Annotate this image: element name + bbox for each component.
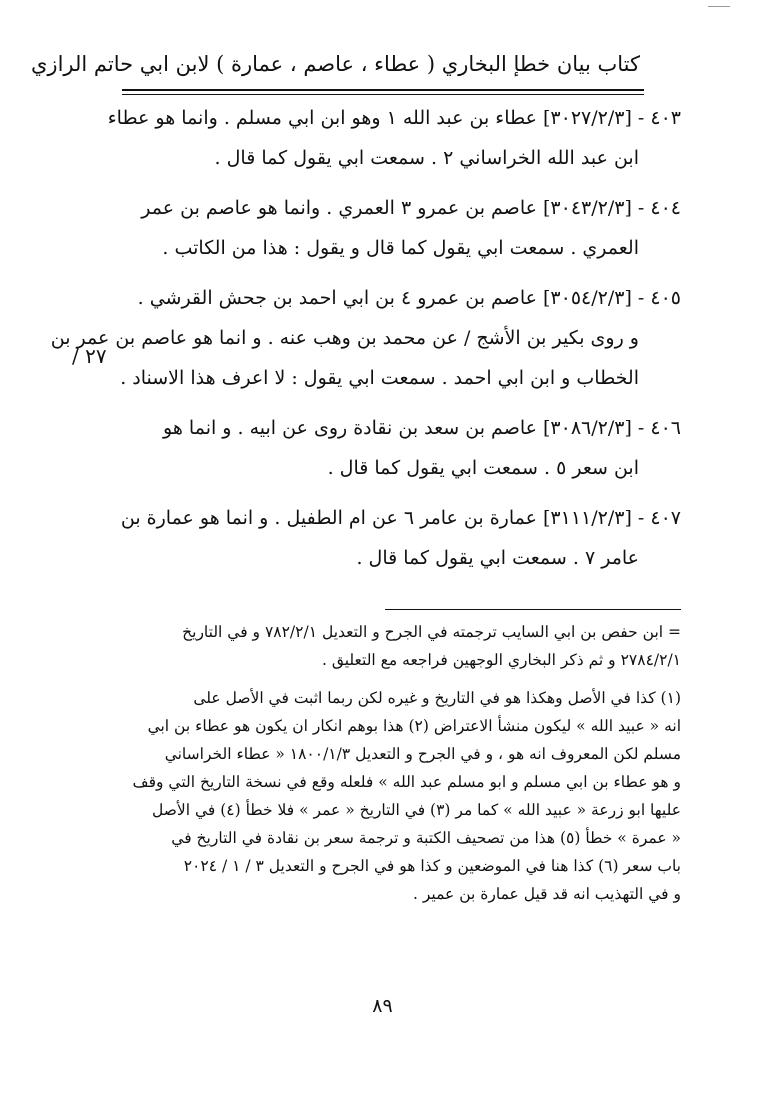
entries-list <box>50 98 681 588</box>
entry-line: ابن عبد الله الخراساني ٢ . سمعت ابي يقول كما قال . <box>214 147 639 169</box>
entry-line: ٤٠٤ - [٣٠٤٣/٢/٣] عاصم بن عمرو ٣ العمري . وانما هو عاصم بن عمر <box>141 197 681 219</box>
entry-line: عامر ٧ . سمعت ابي يقول كما قال . <box>356 547 639 569</box>
footnote-line: (١) كذا في الأصل وهكذا هو في التاريخ و غيره لكن ربما اثبت في الأصل على <box>193 689 681 707</box>
entry-line: ٤٠٦ - [٣٠٨٦/٢/٣] عاصم بن سعد بن نقادة روى عن ابيه . و انما هو <box>163 417 681 439</box>
footnote-line: و في التهذيب انه قد قيل عمارة بن عمير . <box>413 885 681 903</box>
corner-scan-mark <box>708 6 730 7</box>
footnotes-block <box>119 618 681 908</box>
footnote-separator <box>385 609 681 610</box>
entry-line: ٤٠٧ - [٣١١١/٢/٣] عمارة بن عامر ٦ عن ام الطفيل . و انما هو عمارة بن <box>120 507 681 529</box>
entry-line: ٤٠٣ - [٣٠٢٧/٢/٣] عطاء بن عبد الله ١ وهو ابن ابي مسلم . وانما هو عطاء <box>107 107 681 129</box>
running-header-title: كتاب بيان خطإ البخاري ( عطاء ، عاصم ، عمارة ) لابن ابي حاتم الرازي <box>30 52 640 76</box>
footnote-line: مسلم لكن المعروف انه هو ، و في الجرح و التعديل ١٨٠٠/١/٣ « عطاء الخراساني <box>164 745 681 763</box>
footnote-gap <box>119 674 681 684</box>
footnote-line: عليها ابو زرعة « عبيد الله » كما مر (٣) في التاريخ « عمر » فلا خطأ (٤) في الأصل <box>152 801 681 819</box>
entry-407 <box>121 498 681 578</box>
header-rule-thin <box>122 94 644 95</box>
footnote-line: و هو عطاء بن ابي مسلم و ابو مسلم عبد الله » فلعله وقع في نسخة التاريخ التي وقف <box>132 773 681 791</box>
entry-404 <box>121 188 681 268</box>
entry-403 <box>107 98 681 178</box>
header-rule-thick <box>122 89 644 91</box>
entry-406 <box>121 408 681 488</box>
margin-folio-note: ٢٧ / <box>72 344 107 368</box>
entry-line: ٤٠٥ - [٣٠٥٤/٢/٣] عاصم بن عمرو ٤ بن ابي احمد بن جحش القرشي . <box>137 287 681 309</box>
footnote-line: انه « عبيد الله » ليكون منشأ الاعتراض (٢) هذا بوهم انكار ان يكون هو عطاء بن ابي <box>147 717 681 735</box>
footnote-line: باب سعر (٦) كذا هنا في الموضعين و كذا هو في الجرح و التعديل ٣ / ١ / ٢٠٢٤ <box>183 857 681 875</box>
entry-line: الخطاب و ابن ابي احمد . سمعت ابي يقول : لا اعرف هذا الاسناد . <box>120 367 639 389</box>
entry-line: ابن سعر ٥ . سمعت ابي يقول كما قال . <box>327 457 639 479</box>
footnote-line: « عمرة » خطأ (٥) هذا من تصحيف الكتبة و ترجمة سعر بن نقادة في التاريخ في <box>171 829 681 847</box>
page-number: ٨٩ <box>372 995 393 1017</box>
footnote-continuation-line: ٢٧٨٤/٢/١ و ثم ذكر البخاري الوجهين فراجعه مع التعليق . <box>321 651 681 669</box>
entry-line: و روى بكير بن الأشج / عن محمد بن وهب عنه . و انما هو عاصم بن عمر بن <box>50 327 639 349</box>
entry-line: العمري . سمعت ابي يقول كما قال و يقول : هذا من الكاتب . <box>162 237 639 259</box>
footnote-continuation-line: = ابن حفص بن ابي السايب ترجمته في الجرح و التعديل ٧٨٢/٢/١ و في التاريخ <box>182 623 681 641</box>
